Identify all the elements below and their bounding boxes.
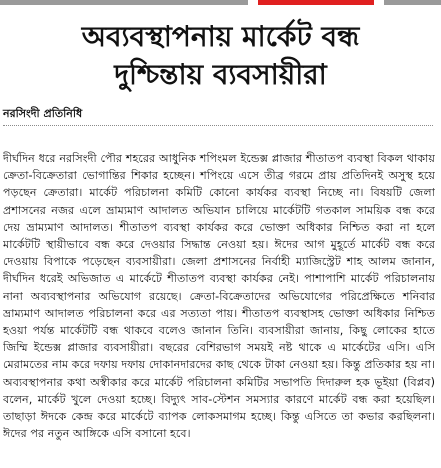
top-rule-red <box>258 0 374 5</box>
byline: নরসিংদী প্রতিনিধি <box>3 107 83 120</box>
byline-divider <box>3 125 433 126</box>
top-rule-gray-left <box>0 0 248 5</box>
headline-line-2: দুশ্চিন্তায় ব্যবসায়ীরা <box>114 58 327 91</box>
headline <box>0 18 441 94</box>
top-rule-gray-right <box>384 0 441 5</box>
article-body: দীর্ঘদিন ধরে নরসিংদী পৌর শহরের আধুনিক শপিংমল ইন্ডেক্স প্লাজার শীতাতপ ব্যবস্থা বিকল থাকায় ক্রেতা-বিক্রেতারা ভোগান্তির শিকার হচ্ছেন। শপিংয়ে এসে তীব্র গরমে প্রায় প্রতিদিনই অসুস্থ হয়ে পড়ছেন ক্রেতারা। মার্কেট পরিচালনা কমিটি কোনো কার্যকর ব্যবস্থা নিচ্ছে না। বিষয়টি জেলা প্রশাসনের নজর এলে ভ্রাম্যমাণ আদালত অভিযান চালিয়ে মার্কেটটি গতকাল সাময়িক বন্ধ করে দেয় ভ্রাম্যমাণ আদালত। শীতাতপ ব্যবস্থা কার্যকর করে ভোক্তা অধিকার নিশ্চিত করা না হলে মার্কেটটি স্থায়ীভাবে বন্ধ করে দেওয়ার সিদ্ধান্ত নেওয়া হয়। ঈদের আগ মুহূর্তে মার্কেট বন্ধ করে দেওয়ায় বিপাকে পড়েছেন ব্যবসায়ীরা। জেলা প্রশাসনের নির্বাহী ম্যাজিস্ট্রেট শাহ আলম জানান, দীর্ঘদিন ধরেই অভিজাত এ মার্কেটে শীতাতপ ব্যবস্থা কার্যকর নেই। পাশাপাশি মার্কেট পরিচালনায় নানা অব্যবস্থাপনার অভিযোগ রয়েছে। ক্রেতা-বিক্রেতাদের অভিযোগের পরিপ্রেক্ষিতে শনিবার ভ্রাম্যমাণ আদালত পরিচালনা করে এর সত্যতা পায়। শীতাতপ ব্যবস্থাসহ ভোক্তা অধিকার নিশ্চিত হওয়া পর্যন্ত মার্কেটটি বন্ধ থাকবে বলেও জানান তিনি। ব্যবসায়ীরা জানায়, কিছু লোকের হাতে জিম্মি ইন্ডেক্স প্লাজার ব্যবসায়ীরা। বছরের বেশিরভাগ সময়ই নষ্ট থাকে এ মার্কেটের এসি। এসি মেরামতের নাম করে দফায় দফায় দোকানদারদের কাছ থেকে টাকা নেওয়া হয়। কিন্তু প্রতিকার হয় না। অব্যবস্থাপনার কথা অস্বীকার করে মার্কেট পরিচালনা কমিটির সভাপতি দিদারুল হক ভূইয়া (বিপ্লব) বলেন, মার্কেট খুলে দেওয়া হচ্ছে। বিদ্যুৎ সাব-স্টেশন সমস্যার কারণে মার্কেট বন্ধ করা হয়েছিল। তাছাড়া ঈদকে কেন্দ্র করে মার্কেটে ব্যাপক লোকসমাগম হচ্ছে। কিন্তু এসিতে তা কভার করছিলনা। ঈদের পর নতুন আঙ্গিকে এসি বসানো হবে। <box>3 152 435 441</box>
top-color-rule <box>0 0 441 5</box>
headline-line-1: অব্যবস্থাপনায় মার্কেট বন্ধ <box>81 20 360 53</box>
